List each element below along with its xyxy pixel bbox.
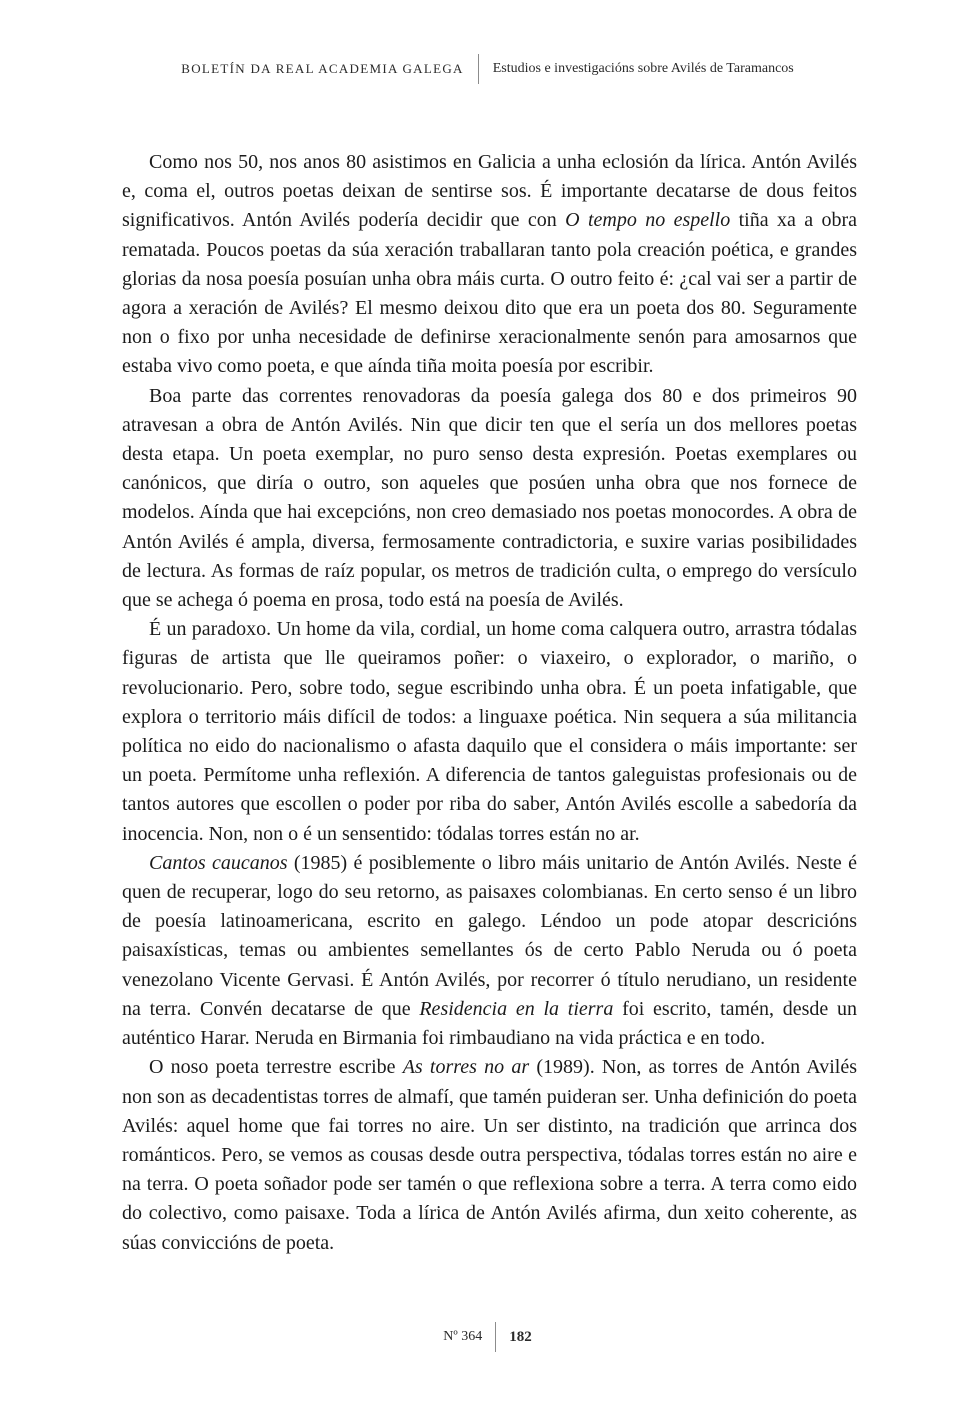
page-header (0, 54, 975, 84)
page-number: 182 (509, 1328, 532, 1345)
text-run: (1989). Non, as torres de Antón Avilés non son as decadentistas torres de almafí, que tamén puideran ser. Unha definición do poeta Avilés: aquel home que fai torres no aire. Un ser distinto, na tradición que arrinca dos románticos. Pero, se vemos as cousas desde outra perspectiva, tódalas torres están no aire e na terra. O poeta soñador pode ser tamén o que reflexiona sobre a terra. A terra como eido do colectivo, como paisaxe. Toda a lírica de Antón Avilés afirma, dun xeito coherente, as súas conviccións de poeta. (122, 1056, 857, 1254)
issue-number: Nº 364 (443, 1329, 483, 1344)
paragraph (122, 615, 857, 849)
page-footer (0, 1322, 975, 1352)
paragraph (122, 849, 857, 1053)
journal-title: BOLETÍN DA REAL ACADEMIA GALEGA (181, 61, 464, 76)
text-run: (1985) é posiblemente o libro máis unitario de Antón Avilés. Neste é quen de recuperar, logo do seu retorno, as paisaxes colombianas. En certo senso é un libro de poesía latinoamericana, escrito en galego. Léndoo un pode atopar descricións paisaxísticas, temas ou ambientes semellantes ós de certo Pablo Neruda ou ó poeta venezolano Vicente Gervasi. É Antón Avilés, por recorrer ó título nerudiano, un residente na terra. Convén decatarse de que (122, 851, 857, 1020)
article-body (122, 148, 857, 1258)
paragraph (122, 1053, 857, 1257)
text-run: É un paradoxo. Un home da vila, cordial, un home coma calquera outro, arrastra tódalas figuras de artista que lle queiramos poñer: o viaxeiro, o explorador, o mariño, o revolucionario. Pero, sobre todo, segue escribindo unha obra. É un poeta infatigable, que explora o territorio máis difícil de todos: a linguaxe poética. Nin sequera a súa militancia política no eido do nacionalismo o afasta daquilo que el considera o máis importante: ser un poeta. Permítome unha reflexión. A diferencia de tantos galeguistas profesionais ou de tantos autores que escollen o poder por riba do saber, Antón Avilés escolle a sabedoría da inocencia. Non, non o é un sensentido: tódalas torres están no ar. (122, 618, 857, 845)
italic-text-run: Residencia en la tierra (419, 997, 614, 1020)
italic-text-run: O tempo no espello (565, 209, 731, 232)
text-run: O noso poeta terrestre escribe (149, 1056, 403, 1079)
paragraph (122, 382, 857, 616)
italic-text-run: Cantos caucanos (149, 851, 288, 874)
section-title: Estudios e investigacións sobre Avilés de Taramancos (492, 61, 794, 76)
paragraph (122, 148, 857, 382)
text-run: Como nos 50, nos anos 80 asistimos en Galicia a unha eclosión da lírica. Antón Avilés e, coma el, outros poetas deixan de sentirse sos. É importante decatarse de dous feitos significativos. Antón Avilés podería decidir que con (122, 151, 857, 232)
text-run: Boa parte das correntes renovadoras da poesía galega dos 80 e dos primeiros 90 atravesan a obra de Antón Avilés. Nin que dicir ten que el sería un dos mellores poetas desta etapa. Un poeta exemplar, no puro senso desta expresión. Poetas exemplares ou canónicos, que diría o outro, son aqueles que posúen unha obra que nos fornece de modelos. Aínda que hai excepcións, non creo demasiado nos poetas monocordes. A obra de Antón Avilés é ampla, diversa, fermosamente contradictoria, e suxire varias posibilidades de lectura. As formas de raíz popular, os metros de tradición culta, o emprego do versículo que se achega ó poema en prosa, todo está na poesía de Avilés. (122, 384, 857, 612)
text-run: tiña xa a obra rematada. Poucos poetas da súa xeración traballaran tanto pola creación poética, e grandes glorias da nosa poesía posuían unha obra máis curta. O outro feito é: ¿cal vai ser a partir de agora a xeración de Avilés? El mesmo deixou dito que era un poeta dos 80. Seguramente non o fixo por unha necesidade de definirse xeracionalmente senón para amosarnos que estaba vivo como poeta, e que aínda tiña moita poesía por escribir. (122, 209, 857, 378)
italic-text-run: As torres no ar (402, 1056, 530, 1079)
text-run: foi escrito, tamén, desde un auténtico Harar. Neruda en Birmania foi rimbaudiano na vida práctica e en todo. (122, 997, 857, 1050)
footer-divider (495, 1322, 496, 1352)
header-divider (478, 54, 479, 84)
